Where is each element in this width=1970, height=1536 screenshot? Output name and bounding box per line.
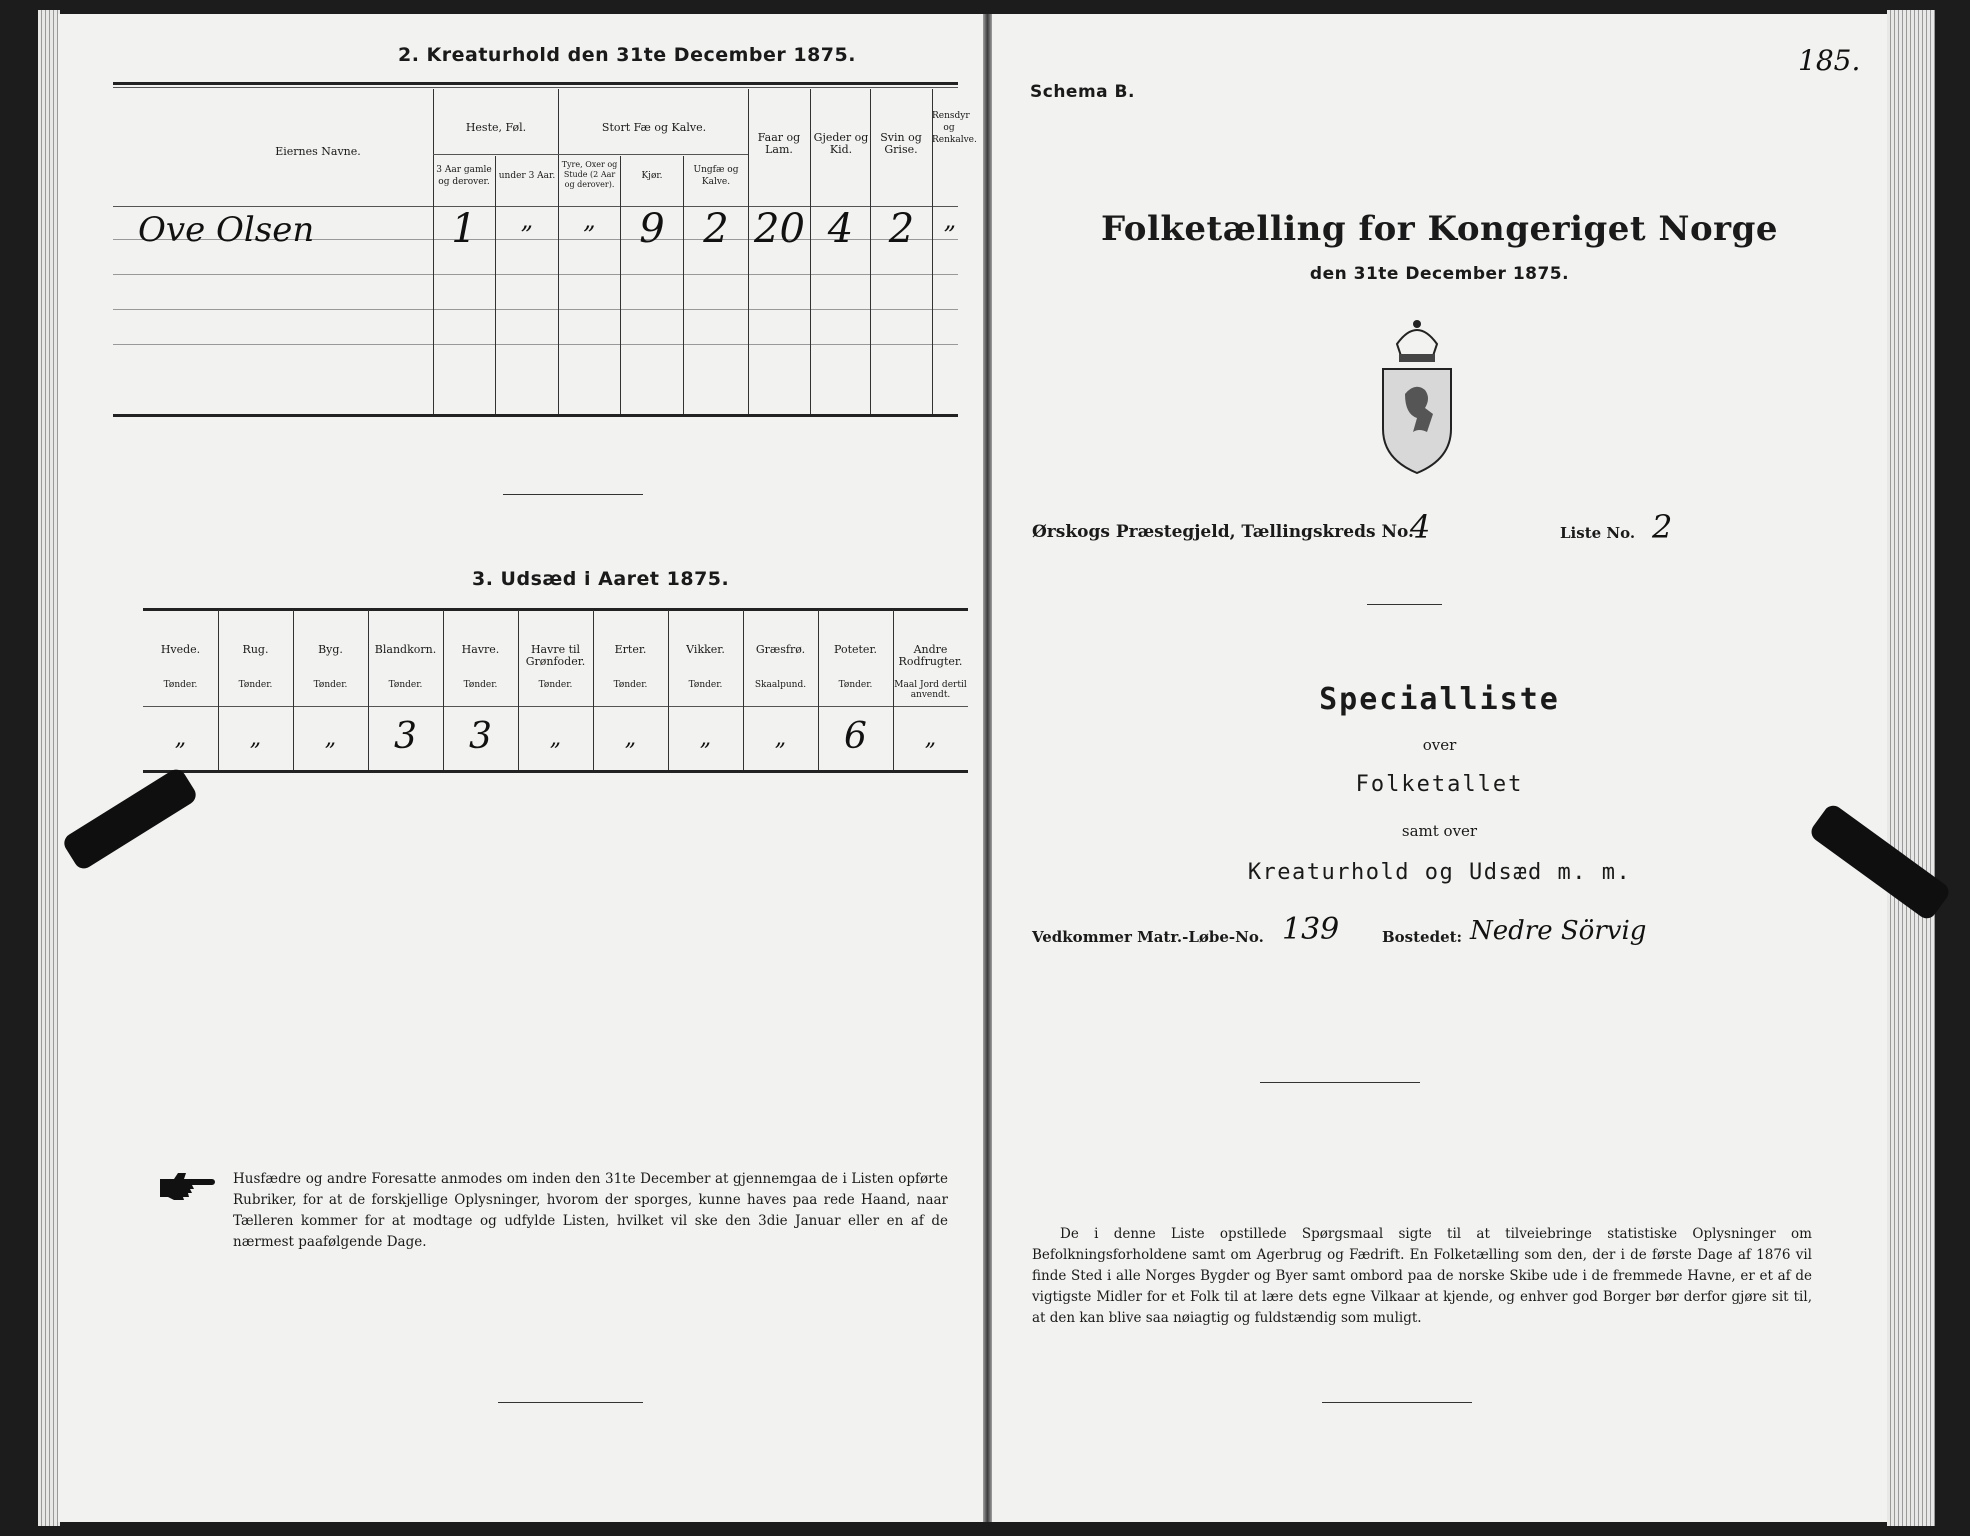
seed-table-header-rule bbox=[143, 706, 968, 707]
separator-rule bbox=[498, 1402, 643, 1403]
footnote-text: Husfædre og andre Foresatte anmodes om inden den 31te December at gjennemgaa de i Listen opførte Rubriker, for at de forskjellige Oplysninger, hvorom der sporges, kunne haves paa rede Haand, naar Tælleren kommer for at modtage og udfylde Listen, hvilket vil ske den 3die Januar eller en af de nærmest paafølgende Dage. bbox=[233, 1171, 948, 1250]
separator-rule bbox=[1322, 1402, 1472, 1403]
bosted-label: Bostedet: bbox=[1382, 928, 1463, 946]
matr-number: 139 bbox=[1282, 912, 1340, 947]
table-row-rule bbox=[113, 309, 958, 310]
coat-of-arms-icon bbox=[1377, 314, 1457, 478]
seed-header-name: Havre. bbox=[461, 643, 500, 656]
header-faar: Faar og Lam. bbox=[757, 131, 801, 156]
census-date: den 31te December 1875. bbox=[1309, 264, 1570, 284]
seed-header-unit: Tønder. bbox=[388, 680, 423, 690]
kreaturhold-heading: Kreaturhold og Udsæd m. m. bbox=[1247, 860, 1632, 885]
seed-value: „ bbox=[774, 726, 787, 751]
seed-header-unit: Tønder. bbox=[838, 680, 873, 690]
liste-number: 2 bbox=[1652, 508, 1673, 546]
column-divider bbox=[495, 156, 496, 414]
left-page-edges bbox=[38, 10, 60, 1526]
separator-rule bbox=[1260, 1082, 1420, 1083]
over-text: over bbox=[1422, 736, 1457, 754]
livestock-value: 2 bbox=[703, 206, 729, 252]
prestegjeld-label: Ørskogs Præstegjeld, Tællingskreds No. bbox=[1032, 522, 1414, 542]
header-gjeder: Gjeder og Kid. bbox=[813, 131, 869, 156]
header-stort-fae: Stort Fæ og Kalve. bbox=[601, 121, 707, 134]
owner-name: Ove Olsen bbox=[138, 210, 315, 250]
seed-header-name: Græsfrø. bbox=[755, 643, 806, 656]
column-divider bbox=[683, 156, 684, 414]
bosted-value: Nedre Sörvig bbox=[1470, 916, 1647, 946]
seed-header-name: Rug. bbox=[242, 643, 269, 656]
matr-label: Vedkommer Matr.-Løbe-No. bbox=[1032, 928, 1264, 946]
seed-header-name: Vikker. bbox=[686, 643, 725, 656]
seed-header-unit: Tønder. bbox=[538, 680, 573, 690]
seed-value: „ bbox=[624, 726, 637, 751]
book-gutter bbox=[983, 14, 992, 1522]
separator-rule bbox=[503, 494, 643, 495]
table-row-rule bbox=[113, 344, 958, 345]
livestock-value: „ bbox=[520, 206, 534, 234]
left-page bbox=[58, 14, 983, 1522]
table-top-rule bbox=[113, 82, 958, 85]
seed-header-unit: Skaalpund. bbox=[754, 680, 807, 690]
seed-value: „ bbox=[699, 726, 712, 751]
page-title: Folketælling for Kongeriget Norge bbox=[1100, 209, 1778, 249]
livestock-value: 20 bbox=[754, 206, 805, 252]
seed-header-name: Andre Rodfrugter. bbox=[898, 643, 963, 668]
schema-label: Schema B. bbox=[1030, 82, 1135, 102]
seed-header-name: Erter. bbox=[614, 643, 647, 656]
seed-value: 3 bbox=[469, 716, 492, 757]
right-page-edges bbox=[1887, 10, 1935, 1526]
livestock-value: 1 bbox=[451, 206, 477, 252]
seed-header-name: Hvede. bbox=[160, 643, 201, 656]
header-owner: Eiernes Navne. bbox=[275, 145, 361, 158]
seed-table-bottom-rule bbox=[143, 770, 968, 773]
livestock-value: „ bbox=[943, 206, 957, 234]
seed-value: 6 bbox=[844, 716, 867, 757]
header-heste-sub2: under 3 Aar. bbox=[498, 171, 556, 181]
livestock-value: 9 bbox=[639, 206, 665, 252]
liste-label: Liste No. bbox=[1560, 524, 1636, 542]
subheader-rule bbox=[433, 154, 748, 155]
seed-value: „ bbox=[324, 726, 337, 751]
seed-value: „ bbox=[924, 726, 937, 751]
seed-table-top-rule bbox=[143, 608, 968, 611]
seed-value: „ bbox=[249, 726, 262, 751]
pointing-hand-icon bbox=[158, 1169, 216, 1207]
livestock-value: „ bbox=[583, 206, 596, 234]
seed-header-unit: Tønder. bbox=[163, 680, 198, 690]
section2-title: 2. Kreaturhold den 31te December 1875. bbox=[398, 44, 856, 66]
header-fae-sub3: Ungfæ og Kalve. bbox=[693, 165, 739, 187]
livestock-value: 2 bbox=[888, 206, 915, 252]
column-divider bbox=[620, 156, 621, 414]
seed-value: 3 bbox=[394, 716, 417, 757]
intro-paragraph: De i denne Liste opstillede Spørgsmaal sigte til at tilveiebringe statistiske Oplysninger om Befolkningsforholdene samt om Agerbrug og Fædrift. En Folketælling som den, der i de første Dage af 1876 vil finde Sted i alle Norges Bygder og Byer samt ombord paa de norske Skibe ude i de fremmede Havne, er et af de vigtigste Midler for et Folk til at lære dets egne Vilkaar at kjende, og enhver god Borger bør derfor gjøre sit til, at den kan blive saa nøiagtig og fuldstændig som muligt. bbox=[1032, 1226, 1812, 1326]
table-row-rule bbox=[113, 274, 958, 275]
header-fae-sub2: Kjør. bbox=[641, 171, 663, 181]
column-divider bbox=[558, 89, 559, 414]
header-fae-sub1: Tyre, Oxer og Stude (2 Aar og derover). bbox=[561, 160, 618, 189]
livestock-value: 4 bbox=[827, 206, 854, 252]
seed-header-name: Havre til Grønfoder. bbox=[525, 643, 586, 668]
seed-header-name: Byg. bbox=[318, 643, 343, 656]
seed-header-unit: Tønder. bbox=[613, 680, 648, 690]
seed-header-unit: Maal Jord dertil anvendt. bbox=[894, 680, 967, 700]
header-svin: Svin og Grise. bbox=[880, 131, 922, 156]
seed-header-unit: Tønder. bbox=[238, 680, 273, 690]
seed-header-name: Blandkorn. bbox=[374, 643, 437, 656]
specialliste-heading: Specialliste bbox=[1319, 682, 1560, 717]
seed-value: „ bbox=[174, 726, 187, 751]
separator-rule bbox=[1367, 604, 1442, 605]
seed-header-unit: Tønder. bbox=[313, 680, 348, 690]
header-heste: Heste, Føl. bbox=[465, 121, 527, 134]
section3-title: 3. Udsæd i Aaret 1875. bbox=[472, 568, 730, 590]
samt-over-text: samt over bbox=[1401, 822, 1478, 840]
seed-value: „ bbox=[549, 726, 562, 751]
header-heste-sub1: 3 Aar gamle og derover. bbox=[436, 165, 492, 187]
page-number: 185. bbox=[1798, 44, 1861, 77]
header-rensdyr: Rensdyr og Renkalve. bbox=[932, 111, 977, 145]
kreds-number: 4 bbox=[1410, 508, 1431, 546]
folketallet-heading: Folketallet bbox=[1355, 772, 1524, 797]
seed-header-unit: Tønder. bbox=[463, 680, 498, 690]
seed-header-name: Poteter. bbox=[834, 643, 877, 656]
table-bottom-rule bbox=[113, 414, 958, 417]
table-top-rule-thin bbox=[113, 87, 958, 88]
seed-header-unit: Tønder. bbox=[688, 680, 723, 690]
right-page bbox=[992, 14, 1887, 1522]
